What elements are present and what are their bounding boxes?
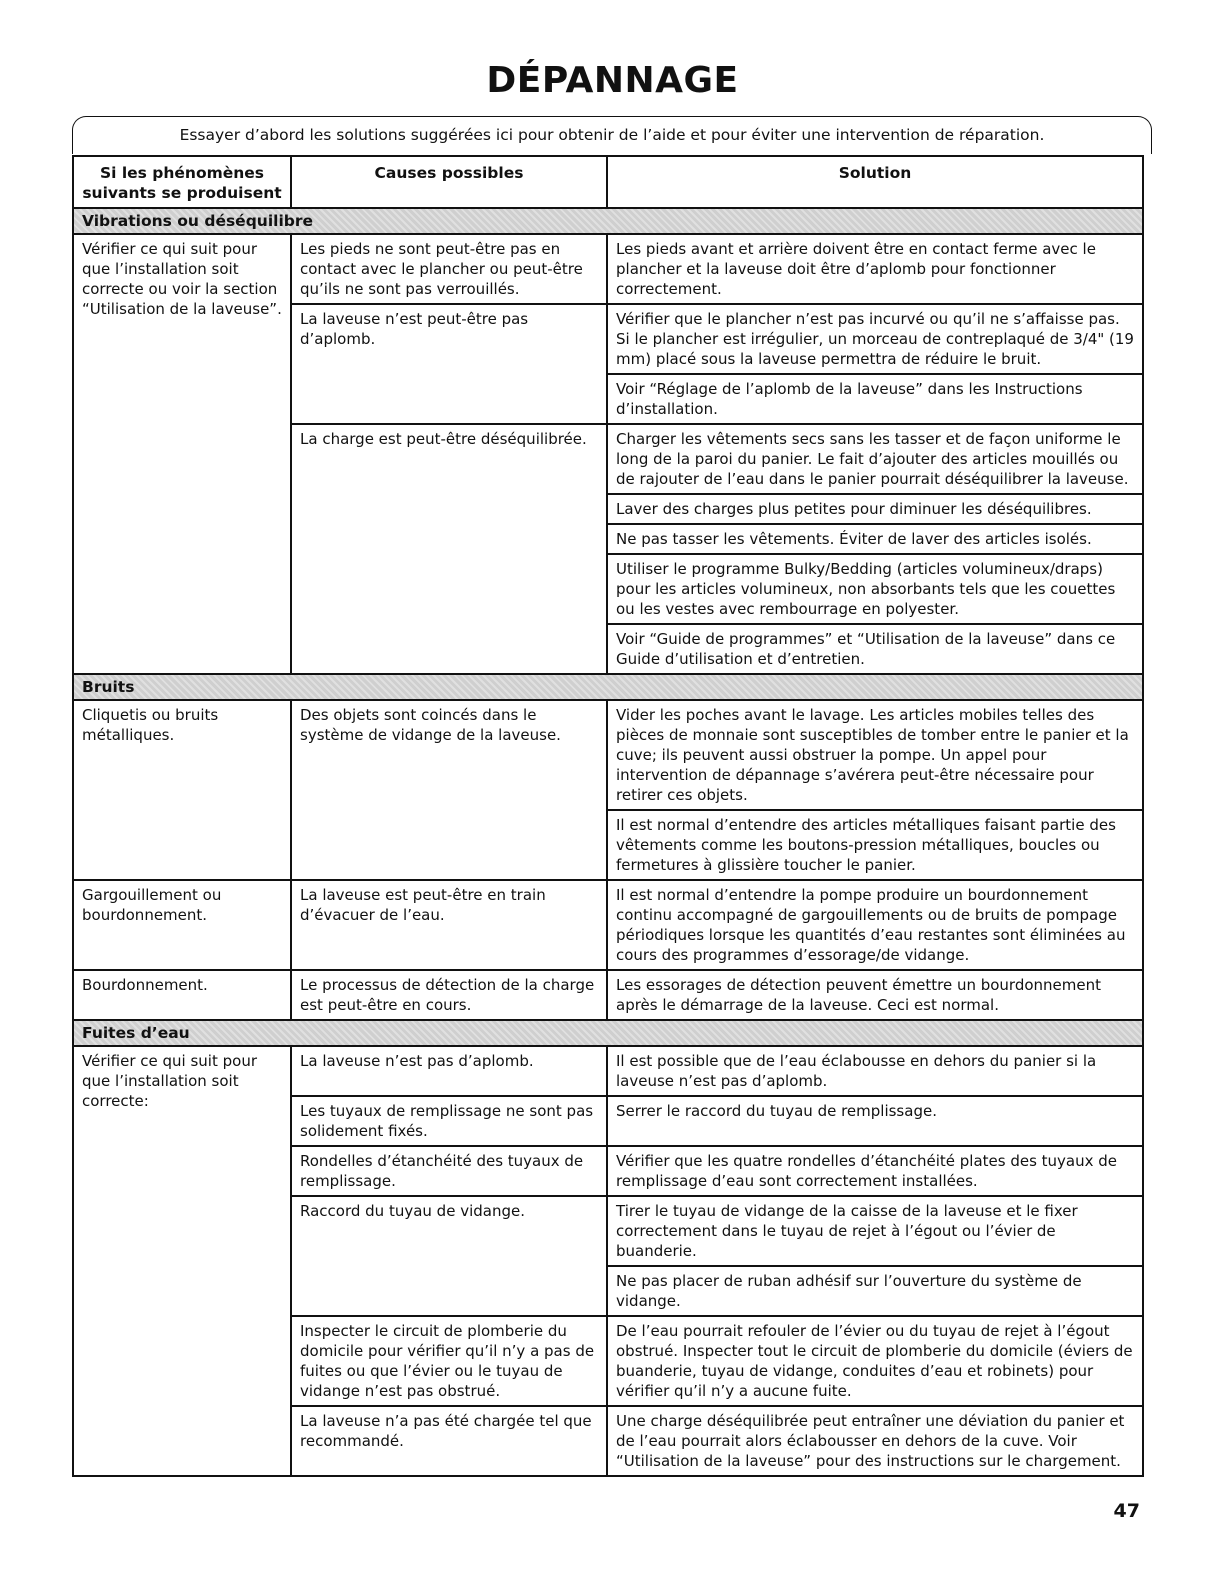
table-row xyxy=(73,234,1143,304)
cause-cell: Raccord du tuyau de vidange. xyxy=(291,1196,607,1316)
table-row xyxy=(73,700,1143,810)
header-solution: Solution xyxy=(607,156,1143,208)
cause-cell: Les pieds ne sont peut-être pas en contact avec le plancher ou peut-être qu’ils ne sont pas verrouillés. xyxy=(291,234,607,304)
solution-cell: Les pieds avant et arrière doivent être en contact ferme avec le plancher et la laveuse doit être d’aplomb pour fonctionner correctement. xyxy=(607,234,1143,304)
cause-cell: Le processus de détection de la charge est peut-être en cours. xyxy=(291,970,607,1020)
symptom-cell: Gargouillement ou bourdonnement. xyxy=(73,880,291,970)
solution-cell: Les essorages de détection peuvent émettre un bourdonnement après le démarrage de la laveuse. Ceci est normal. xyxy=(607,970,1143,1020)
solution-cell: Serrer le raccord du tuyau de remplissage. xyxy=(607,1096,1143,1146)
header-symptom: Si les phénomènes suivants se produisent xyxy=(73,156,291,208)
intro-text: Essayer d’abord les solutions suggérées ici pour obtenir de l’aide et pour éviter une intervention de réparation. xyxy=(179,126,1045,144)
solution-cell: Charger les vêtements secs sans les tasser et de façon uniforme le long de la paroi du panier. Le fait d’ajouter des articles mouillés ou de rajouter de l’eau dans le panier pourrait déséquilibrer la laveuse. xyxy=(607,424,1143,494)
cause-cell: Rondelles d’étanchéité des tuyaux de remplissage. xyxy=(291,1146,607,1196)
solution-cell: Il est normal d’entendre la pompe produire un bourdonnement continu accompagné de gargouillements ou de bruits de pompage périodiques lorsque les quantités d’eau restantes sont éliminées au cours des programmes d’essorage/de vidange. xyxy=(607,880,1143,970)
section-vibrations: Vibrations ou déséquilibre xyxy=(73,208,1143,234)
solution-cell: Ne pas placer de ruban adhésif sur l’ouverture du système de vidange. xyxy=(607,1266,1143,1316)
solution-cell: Vérifier que les quatre rondelles d’étanchéité plates des tuyaux de remplissage d’eau sont correctement installées. xyxy=(607,1146,1143,1196)
solution-cell: Ne pas tasser les vêtements. Éviter de laver des articles isolés. xyxy=(607,524,1143,554)
troubleshooting-table xyxy=(72,155,1144,1477)
cause-cell: La charge est peut-être déséquilibrée. xyxy=(291,424,607,674)
cause-cell: Inspecter le circuit de plomberie du domicile pour vérifier qu’il n’y a pas de fuites ou que l’évier ou le tuyau de vidange n’est pas obstrué. xyxy=(291,1316,607,1406)
header-cause: Causes possibles xyxy=(291,156,607,208)
solution-cell: Tirer le tuyau de vidange de la caisse de la laveuse et le fixer correctement dans le tuyau de rejet à l’égout ou l’évier de buanderie. xyxy=(607,1196,1143,1266)
cause-cell: Les tuyaux de remplissage ne sont pas solidement fixés. xyxy=(291,1096,607,1146)
cause-cell: La laveuse est peut-être en train d’évacuer de l’eau. xyxy=(291,880,607,970)
solution-cell: Il est possible que de l’eau éclabousse en dehors du panier si la laveuse n’est pas d’aplomb. xyxy=(607,1046,1143,1096)
symptom-cell: Cliquetis ou bruits métalliques. xyxy=(73,700,291,880)
solution-cell: Il est normal d’entendre des articles métalliques faisant partie des vêtements comme les boutons-pression métalliques, boucles ou fermetures à glissière toucher le panier. xyxy=(607,810,1143,880)
section-fuites: Fuites d’eau xyxy=(73,1020,1143,1046)
symptom-cell: Vérifier ce qui suit pour que l’installation soit correcte ou voir la section “Utilisation de la laveuse”. xyxy=(73,234,291,674)
symptom-cell: Bourdonnement. xyxy=(73,970,291,1020)
page-title: DÉPANNAGE xyxy=(486,60,739,101)
table-row xyxy=(73,970,1143,1020)
solution-cell: Vider les poches avant le lavage. Les articles mobiles telles des pièces de monnaie sont susceptibles de tomber entre le panier et la cuve; ils peuvent aussi obstruer la pompe. Un appel pour intervention de dépannage s’avérera peut-être nécessaire pour retirer ces objets. xyxy=(607,700,1143,810)
cause-cell: La laveuse n’est peut-être pas d’aplomb. xyxy=(291,304,607,424)
symptom-cell: Vérifier ce qui suit pour que l’installation soit correcte: xyxy=(73,1046,291,1476)
solution-cell: De l’eau pourrait refouler de l’évier ou du tuyau de rejet à l’égout obstrué. Inspecter tout le circuit de plomberie du domicile (éviers de buanderie, tuyau de vidange, conduites d’eau et robinets) pour vérifier qu’il n’y a aucune fuite. xyxy=(607,1316,1143,1406)
section-bruits: Bruits xyxy=(73,674,1143,700)
cause-cell: La laveuse n’est pas d’aplomb. xyxy=(291,1046,607,1096)
cause-cell: Des objets sont coincés dans le système de vidange de la laveuse. xyxy=(291,700,607,880)
cause-cell: La laveuse n’a pas été chargée tel que recommandé. xyxy=(291,1406,607,1476)
solution-cell: Vérifier que le plancher n’est pas incurvé ou qu’il ne s’affaisse pas. Si le plancher est irrégulier, un morceau de contreplaqué de 3/4" (19 mm) placé sous la laveuse permettra de réduire le bruit. xyxy=(607,304,1143,374)
solution-cell: Voir “Réglage de l’aplomb de la laveuse” dans les Instructions d’installation. xyxy=(607,374,1143,424)
page-number: 47 xyxy=(1113,1500,1140,1522)
table-row xyxy=(73,880,1143,970)
table-header-row xyxy=(73,156,1143,208)
table-row xyxy=(73,1046,1143,1096)
solution-cell: Une charge déséquilibrée peut entraîner une déviation du panier et de l’eau pourrait alors éclabousser en dehors de la cuve. Voir “Utilisation de la laveuse” pour des instructions sur le chargement. xyxy=(607,1406,1143,1476)
solution-cell: Utiliser le programme Bulky/Bedding (articles volumineux/draps) pour les articles volumineux, non absorbants tels que les couettes ou les vestes avec rembourrage en polyester. xyxy=(607,554,1143,624)
solution-cell: Voir “Guide de programmes” et “Utilisation de la laveuse” dans ce Guide d’utilisation et d’entretien. xyxy=(607,624,1143,674)
solution-cell: Laver des charges plus petites pour diminuer les déséquilibres. xyxy=(607,494,1143,524)
